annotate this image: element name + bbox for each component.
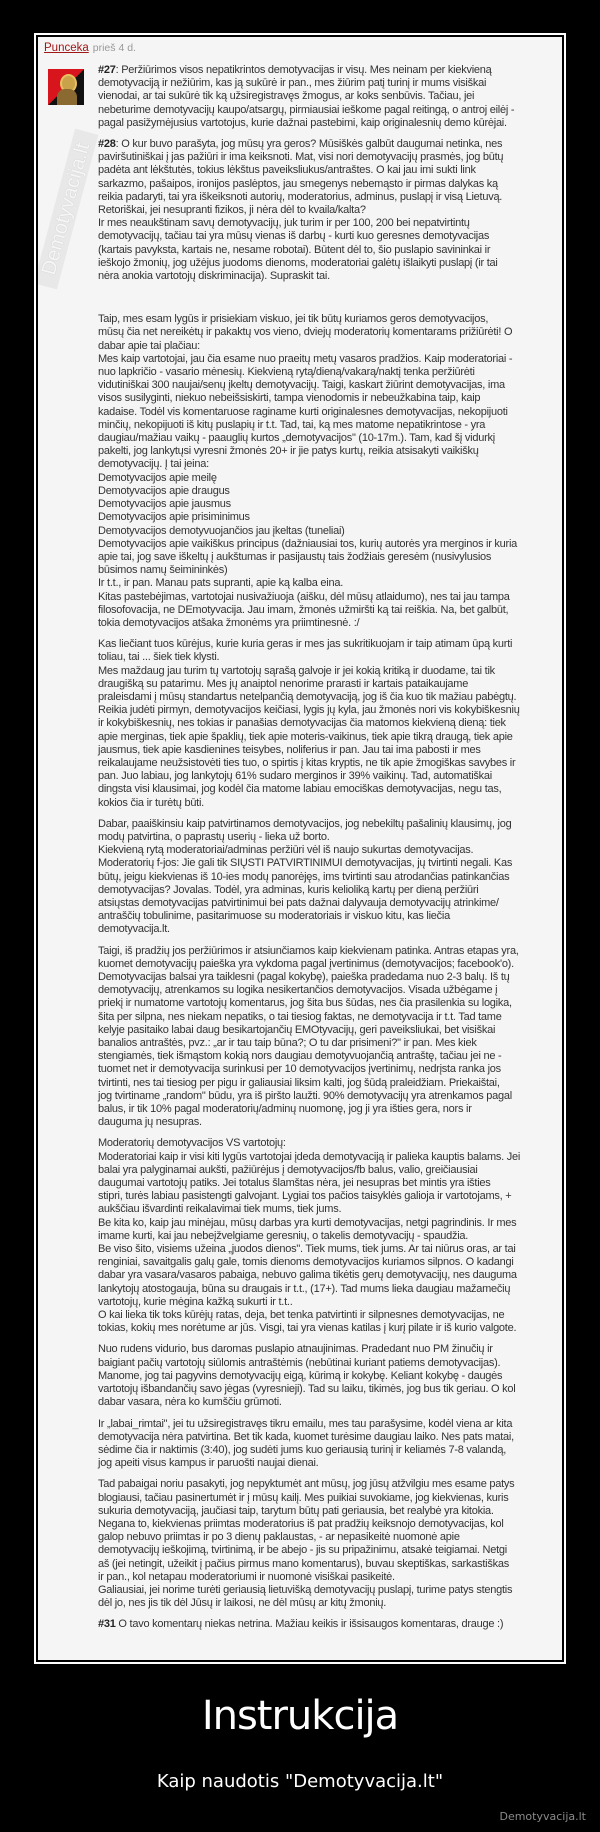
comment-text: vartotojų išbandančių savo jėgas (vyresnieji). Tad su laiku, tikimės, jog bus tik geriau. O kol bbox=[98, 1383, 516, 1396]
poster-subtitle: Kaip naudotis "Demotyvacija.lt" bbox=[156, 1771, 444, 1792]
comment-line bbox=[98, 313, 560, 326]
comment-number: #28 bbox=[98, 138, 116, 151]
comment-line bbox=[98, 731, 560, 744]
comment-text: (kartais pavyksta, kartais ne, nesame robotai). Būtent dėl to, šio puslapio savininkai ir bbox=[98, 243, 491, 256]
comment-line bbox=[98, 665, 560, 678]
comment-text: apie tai, jog save iškeltų į aukštumas ir pasijaustų tais žodžiais geresėm (nusivylusios bbox=[98, 550, 492, 563]
comment-text: tvirtinti, nes tai tiesiog per pigu ir galiausiai liksim kalti, jog šūdą praleidžiam. Priekaištai, bbox=[98, 1076, 500, 1089]
comment-line bbox=[98, 1243, 560, 1256]
comment-line bbox=[98, 783, 560, 796]
comment-text: praleisdami į mūsų standartus netelpančią demotyvaciją, jog iš čia kuo tik mažiau pabėgtų. bbox=[98, 690, 517, 703]
comment-text: vienodai, ar tai sukūrė tik ką užsiregistravęs žmogus, ar koks senbūvis. Tačiau, jei bbox=[98, 90, 475, 103]
comment-line bbox=[98, 818, 560, 831]
author-link[interactable]: Punceka bbox=[44, 42, 89, 54]
comment-line bbox=[98, 1618, 560, 1631]
comment-line bbox=[98, 525, 560, 538]
comment-text: ieškojo žmonių, jog užėjus juodoms dienoms, moderatoriai galėtų išlaikyti puslapį (ir tai bbox=[98, 256, 498, 269]
comment-text: balus, ir tik 10% pagal moderatorių/adminų nuomonę, jog ji yra išties gera, nors ir bbox=[98, 1103, 472, 1116]
comment-text: reikia padaryti, tai yra iškeiksnoti autorių, moderatorius, adminus, puslapį ir visą Lietuvą. bbox=[98, 190, 503, 203]
comment-line bbox=[98, 831, 560, 844]
comment-number: #31 bbox=[98, 1618, 116, 1631]
comment-line bbox=[98, 432, 560, 445]
comment-text: imame kurti, kai jau nebeįžvelgiame geresnių, o takelis demotyvacijų - spaudžia. bbox=[98, 1229, 469, 1242]
comment-line bbox=[98, 204, 560, 217]
comment-line bbox=[98, 230, 560, 243]
comment-line bbox=[98, 538, 560, 551]
comment-line bbox=[98, 366, 560, 379]
comment-text: ir kokybiškesnių, nes tokias ir panašias demotyvacijas čia matomos kiekvieną dieną: tiek bbox=[98, 717, 506, 730]
comment-text: demotyvacijų, tačiau tai yra mūsų vienas iš darbų - kurti kuo geresnes demotyvacijas bbox=[98, 230, 490, 243]
comment-line bbox=[98, 270, 560, 283]
comment-text: kuomet demotyvacijų paieška yra vykdoma pagal įvertinimus (demotyvacijos; facebook'o). bbox=[98, 957, 514, 970]
comment-time: prieš 4 d. bbox=[92, 42, 136, 54]
comment-text: būtų, jeigu kiekvienas iš 10-ies modų panorėjęs, ims tvirtinti sau atrodančias patinkančias bbox=[98, 870, 510, 883]
comment-line bbox=[98, 353, 560, 366]
comment-text: Mes maždaug jau turim tų vartotojų sąrašą galvoje ir jei kokią kritiką ir duodame, tai tik bbox=[98, 664, 495, 677]
comment-line bbox=[98, 392, 560, 405]
comment-line bbox=[98, 678, 560, 691]
comment-line bbox=[98, 511, 560, 524]
comment-line bbox=[98, 1505, 560, 1518]
comment-text: Taip, mes esam lygūs ir prisiekiam viskuo, jei tik būtų kuriamos geros demotyvacijos, bbox=[98, 313, 489, 326]
comment-line bbox=[98, 617, 560, 630]
comment-text: lankytojų atostogauja, būna su draugais ir t.t., (17+). Tad mums lieka daugiau mažamečių bbox=[98, 1282, 511, 1295]
comment-text: dėl jo, nes jis tik dėl Jūsų ir laikosi, ne dėl mūsų ar kitų žmonių. bbox=[98, 1597, 387, 1610]
comment-text: demotyvacija nėra patvirtina. Bet tik kada, kuomet turėsime daugiau laiko. Nes pats matai, bbox=[98, 1430, 514, 1443]
comment-text: pakelti, jog lankytųsi vyresni žmonės 20+ ir jie patys kurtų, reikia atsisakyti vaikiškų bbox=[98, 445, 479, 458]
comment-paragraph bbox=[98, 1478, 560, 1610]
comment-line bbox=[98, 1518, 560, 1531]
poster-frame bbox=[34, 33, 566, 1664]
comment-text: modų patvirtina, o paprastų userių - lieka už borto. bbox=[98, 830, 330, 843]
comment-text: būsimos namų šeimininkės) bbox=[98, 564, 228, 577]
comment-line bbox=[98, 1544, 560, 1557]
comment-text: toliau, tai ... šiek tiek klysti. bbox=[98, 651, 220, 664]
comment-line bbox=[98, 1177, 560, 1190]
comment-text: Nuo rudens vidurio, bus daromas puslapio atnaujinimas. Pradedant nuo PM žinučių ir bbox=[98, 1343, 493, 1356]
comment-text: stengiamės, tiek išmąstom kokią nors daugiau demotyvuojančią antraštę, tačiau jei ne - bbox=[98, 1050, 502, 1063]
comment-text: O kai lieka tik toks kūrėjų ratas, deja, bet tenka patvirtinti ir silpnesnes demotyvacijas, ne bbox=[98, 1309, 505, 1322]
comment-text: Taigi, iš pradžių jos peržiūrimos ir atsiunčiamos kaip kiekvienam patinka. Antras etapas yra, bbox=[98, 944, 519, 957]
comment-text: Negana to, kiekvienas priimtas moderatorius iš pat pradžių keiksnojo demotyvacijas, kol bbox=[98, 1517, 504, 1530]
comment-line bbox=[98, 419, 560, 432]
comment-text: : O kur buvo parašyta, jog mūsų yra geros? Mūsiškės galbūt daugumai netinka, nes bbox=[115, 138, 503, 151]
comment-text: Kas liečiant tuos kūrėjus, kurie kuria geras ir mes jas sukritikuojam ir taip atimam ūpą kurti bbox=[98, 638, 513, 651]
comment-line bbox=[98, 217, 560, 230]
comment-line bbox=[98, 1531, 560, 1544]
comment-line bbox=[98, 1103, 560, 1116]
comment-line bbox=[98, 797, 560, 810]
comment-line bbox=[98, 1050, 560, 1063]
comment-line bbox=[98, 117, 560, 130]
comment-line bbox=[98, 1151, 560, 1164]
comment-text: ir pan., kol netapau moderatoriumi ir nuomonė visiškai pasikeitė. bbox=[98, 1570, 395, 1583]
comment-line bbox=[98, 984, 560, 997]
comment-line bbox=[98, 945, 560, 958]
comment-screenshot bbox=[38, 37, 562, 1660]
comment-line bbox=[98, 704, 560, 717]
comment-line bbox=[98, 1558, 560, 1571]
comment-line bbox=[98, 638, 560, 651]
comment-line bbox=[98, 691, 560, 704]
comment-text: tuomet net ir demotyvacija surinkusi per 10 demotyvacijos įvertinimų, nedrįsta ranka jos bbox=[98, 1063, 501, 1076]
comment-text: : Peržiūrimos visos nepatikrintos demotyvacijas ir visų. Mes neinam per kiekvieną bbox=[115, 64, 492, 76]
comment-line bbox=[98, 1444, 560, 1457]
comment-text: dabar apie tai plačiau: bbox=[98, 339, 200, 352]
comment-text: vidutiniškai 300 naujai/senų įkeltų demotyvacijų. Taigi, kaskart žiūrint demotyvacijas, ima bbox=[98, 379, 505, 392]
comment-text: Retoriškai, jei nesupranti fizikos, ji nėra dėl to kvaila/kalta? bbox=[98, 204, 366, 217]
comment-paragraph bbox=[98, 64, 560, 130]
comment-text: demotyvaciją ir nežiūrim, kas ją sukūrė ir pan., mes žiūrim patį turinį ir mums visiškai bbox=[98, 77, 487, 90]
comment-line bbox=[98, 1457, 560, 1470]
comment-text: demotyvacija.lt. bbox=[98, 923, 170, 936]
comment-line bbox=[98, 164, 560, 177]
comment-line bbox=[98, 1164, 560, 1177]
comment-line bbox=[98, 757, 560, 770]
comment-text: daugumai vartotojų patiks. Jei totalus šlamštas nėra, jei nesupras bet mintis yra išties bbox=[98, 1177, 491, 1190]
comment-line bbox=[98, 997, 560, 1010]
comment-line bbox=[98, 104, 560, 117]
comment-line bbox=[98, 138, 560, 151]
comment-line bbox=[98, 1077, 560, 1090]
comment-paragraph bbox=[98, 1418, 560, 1471]
comment-text: demotyvacijų ieškojimą, tvirtinimą, ir be abejo - jis su pripažinimu, atsakė teigiamai. Netgi bbox=[98, 1544, 507, 1557]
comment-line bbox=[98, 178, 560, 191]
comment-header bbox=[44, 42, 136, 54]
comment-paragraph bbox=[98, 313, 560, 630]
comment-line bbox=[98, 1230, 560, 1243]
comment-text: Demotyvacijos demotyvuojančios jau įkeltas (tuneliai) bbox=[98, 524, 345, 537]
comment-text: Manome, jog tai pagyvins demotyvacijų eigą, kūrimą ir kokybę. Keliant kokybę - daugės bbox=[98, 1369, 503, 1382]
comment-text: Demotyvacijos apie meilę bbox=[98, 471, 217, 484]
comment-line bbox=[98, 1383, 560, 1396]
comment-text: daugiau/mažiau vaikų - paauglių kurtos „demotyvacijos" (10-17m.). Tam, kad šį vidurkį bbox=[98, 432, 495, 445]
comment-text: aukščiau išvardinti reikalavimai tiek mums, tiek jums. bbox=[98, 1203, 342, 1216]
avatar[interactable] bbox=[48, 69, 84, 105]
comment-line bbox=[98, 1584, 560, 1597]
comment-line bbox=[98, 498, 560, 511]
comment-text: paviršutiniškai į jas pažiūri ir ima keiksnoti. Mat, visi nori demotyvacijų prasmės, jog būtų bbox=[98, 151, 504, 164]
comment-line bbox=[98, 1269, 560, 1282]
comment-text: kadaise. Todėl vis komentaruose raginame kurti originalesnes demotyvacijas, nekopijuoti bbox=[98, 405, 508, 418]
comment-text: visos susilyginti, niekuo nebeišsiskirti, tampa vienodomis ir nebeužkabina taip, kaip bbox=[98, 392, 481, 405]
comment-text: blogiausi, tačiau pasinertumėt ir į mūsų kailį. Mes puikiai suvokiame, jog kiekvienas, kuris bbox=[98, 1491, 509, 1504]
comment-text: Reikia judėti pirmyn, demotyvacijos keičiasi, lygis jų kyla, jau žmonės nori vis kokybiškesnių bbox=[98, 704, 520, 717]
comment-line bbox=[98, 604, 560, 617]
comment-line bbox=[98, 923, 560, 936]
comment-text: tokia demotyvacijos atšaka žmonėms yra priimtinesnė. :/ bbox=[98, 616, 360, 629]
comment-text: demotyvacijų. Į tai įeina: bbox=[98, 458, 209, 471]
comment-line bbox=[98, 1357, 560, 1370]
comment-paragraph bbox=[98, 638, 560, 810]
comment-line bbox=[98, 1137, 560, 1150]
comment-text: Demotyvacijos apie draugus bbox=[98, 484, 230, 497]
comment-line bbox=[98, 151, 560, 164]
watermark: Demotyvacija.lt bbox=[38, 129, 98, 290]
comment-line bbox=[98, 551, 560, 564]
comment-text: filosofovacija, ne DEmotyvacija. Jau imam, žmonės užmiršti ką tai reiškia. Na, bet galbūt, bbox=[98, 603, 509, 616]
comment-text: tokias, kokių mes norėtume ar jūs. Visgi, tai yra vienas katilas į kurį pilate ir iš kurio valgote. bbox=[98, 1322, 517, 1335]
comment-line bbox=[98, 1418, 560, 1431]
comment-line bbox=[98, 1431, 560, 1444]
comment-text: pan. Juo labiau, jog lankytojų 61% sudaro merginos ir 39% vaikinų. Tad, automatiškai bbox=[98, 770, 492, 783]
poster-title: Instrukcija bbox=[201, 1693, 399, 1739]
comment-text: pagal pasižymėjusius vartotojus, kurie dažnai pastebimi, kaip originalesnių demo kūrėjai. bbox=[98, 116, 507, 129]
comment-line bbox=[98, 1090, 560, 1103]
comment-text: nebeturime demotyvacijų kaupo/atsargų, pirmiausiai ieškome pagal reitingą, o antroj eilėj - bbox=[98, 103, 515, 116]
comment-text: dingsta visi klausimai, jog kodėl čia matome labiau emociškas demotyvacijas, negu tas, bbox=[98, 783, 502, 796]
comment-line bbox=[98, 1597, 560, 1610]
comment-text: minčių, nekopijuoti iš kitų puslapių ir t.t. Tad, tai, ką mes matome nepatikrintose - yra bbox=[98, 418, 486, 431]
comment-line bbox=[98, 257, 560, 270]
comment-text: sarkazmo, pašaipos, ironijos paslėptos, jau smegenys nebemąsto ir pirmas dalykas ką bbox=[98, 177, 498, 190]
comment-paragraph bbox=[98, 945, 560, 1130]
comment-text: Moderatoriai kaip ir visi kiti lygūs vartotojai įdeda demotyvaciją ir palieka kauptis balams. Jei bbox=[98, 1150, 521, 1163]
comment-line bbox=[98, 326, 560, 339]
comment-text: kokios čia ir turėtų būti. bbox=[98, 796, 204, 809]
comment-text: galop nebuvo priimtas ir po 3 dienų paklaustas, - ar nepasikeitė nuomonė apie bbox=[98, 1531, 460, 1544]
site-credit: Demotyvacija.lt bbox=[499, 1810, 586, 1823]
comment-line bbox=[98, 910, 560, 923]
comment-line bbox=[98, 1203, 560, 1216]
comment-text: priekį ir numatome vartotojų komentarus, jog šita bus šūdas, nes čia prasilenkia su logika, bbox=[98, 997, 512, 1010]
comment-line bbox=[98, 1322, 560, 1335]
comment-text: vartotojų, kurie mėgina kažką sukurti ir t.t.. bbox=[98, 1295, 293, 1308]
comment-line bbox=[98, 1116, 560, 1129]
comment-text: apie merginas, tiek apie špaklių, tiek apie moteris-vaikinus, tiek apie tikrą draugą, tiek apie bbox=[98, 730, 513, 743]
comment-line bbox=[98, 1370, 560, 1383]
comment-paragraph bbox=[98, 1343, 560, 1409]
comment-paragraph bbox=[98, 138, 560, 283]
comment-text: dabar vasara, nėra ko kumščiu grūmoti. bbox=[98, 1396, 282, 1409]
comment-line bbox=[98, 1024, 560, 1037]
comment-line bbox=[98, 1309, 560, 1322]
comment-text: šita per silpna, nes niekam nepatiks, o tai tiesiog faktas, ne demotyvacija ir t.t. Tad tame bbox=[98, 1010, 502, 1023]
comment-text: antraščių tobulinime, pasitarimuose su moderatoriais ir viskuo kitu, kas liečia bbox=[98, 910, 450, 923]
comment-line bbox=[98, 191, 560, 204]
comment-text: draugišką su patarimu. Mes jų anaiptol nenorime prarasti ir kartais pataikaujame bbox=[98, 677, 469, 690]
comment-line bbox=[98, 591, 560, 604]
comment-text: O tavo komentarų niekas netrina. Mažiau keikis ir išsisaugos komentaras, drauge :) bbox=[115, 1618, 504, 1631]
comment-text: jausmus, tiek apie kasdienines teisybes, noliferius ir pan. Jau tai ima pabosti ir mes bbox=[98, 743, 481, 756]
comment-line bbox=[98, 1011, 560, 1024]
comment-line bbox=[98, 871, 560, 884]
comment-text: Kitas pastebėjimas, vartotojai nusivažiuoja (aišku, dėl mūsų atlaidumo), nes tai jau tampa bbox=[98, 590, 510, 603]
comment-text: sukuria demotyvaciją, jaučiasi taip, tarytum būtų pati geriausia, bet realybė yra kitokia. bbox=[98, 1504, 494, 1517]
comment-line bbox=[98, 770, 560, 783]
comment-line bbox=[98, 472, 560, 485]
comment-line bbox=[98, 577, 560, 590]
comment-line bbox=[98, 1343, 560, 1356]
comment-text: Demotyvacijas balsai yra taiklesni (pagal kokybę), paieška pradedama nuo 2-3 balų. Iš tų bbox=[98, 971, 510, 983]
comment-text: padėta ant lėkštutės, tokius lėkštus paveiksliukus/antraštes. O kai jau imi sukti link bbox=[98, 164, 476, 177]
comment-line bbox=[98, 897, 560, 910]
comment-text: Moderatorių f-jos: Jie gali tik SIŲSTI PATVIRTINIMUI demotyvacijas, jų tvirtinti negali. Kas bbox=[98, 857, 513, 870]
comment-text: sėdime čia ir naktimis (3:40), jog sudėti jums kuo geriausią turinį ir keliamės 7-8 valandą, bbox=[98, 1443, 507, 1456]
comment-text: banalios antraštės, pvz.: „ar ir tau taip būna?; O tu dar prisimeni?" ir pan. Mes kiek bbox=[98, 1037, 477, 1050]
comment-text: aš (jei netingit, užeikit į pačius pirmus mano komentarus), buvau skeptiškas, sarkastiškas bbox=[98, 1557, 509, 1570]
comment-paragraph bbox=[98, 1137, 560, 1335]
comment-line bbox=[98, 1190, 560, 1203]
comment-text: Demotyvacijos apie jausmus bbox=[98, 498, 231, 511]
comment-line bbox=[98, 1296, 560, 1309]
comment-line bbox=[98, 884, 560, 897]
comment-line bbox=[98, 744, 560, 757]
comment-text: stipri, turės labiau pasistengti galvojant. Lygiai tos pačios taisyklės galioja ir vartotojams, + bbox=[98, 1190, 512, 1203]
comment-text: dauguma jų nesupras. bbox=[98, 1116, 202, 1129]
comment-line bbox=[98, 1063, 560, 1076]
comment-paragraph bbox=[98, 1618, 560, 1631]
avatar-body-icon bbox=[57, 89, 77, 105]
comment-line bbox=[98, 651, 560, 664]
comment-text: atsiųstas demotyvacijas patvirtinimui bei pats dažnai dalyvauja demotyvacijų atrinkime/ bbox=[98, 896, 499, 909]
comment-line bbox=[98, 1492, 560, 1505]
comment-line bbox=[98, 1396, 560, 1409]
comment-line bbox=[98, 1217, 560, 1230]
comment-line bbox=[98, 1256, 560, 1269]
comment-line bbox=[98, 244, 560, 257]
comment-line bbox=[98, 1037, 560, 1050]
comment-text: reikalaujame neužsistovėti ties tuo, o spirtis į kitas kryptis, ne tik apie žmogiškas savybes ir bbox=[98, 756, 516, 769]
comment-body bbox=[98, 64, 560, 1640]
comment-text: mūsų čia net nereikėtų ir pakaktų vos vieno, dviejų moderatorių komentarams prižiūrėti! O bbox=[98, 326, 513, 339]
comment-line bbox=[98, 64, 560, 77]
comment-text: Ir mes neaukštinam savų demotyvacijų, juk turim ir per 100, 200 bei nepatvirtintų bbox=[98, 217, 470, 230]
comment-text: Dabar, paaiškinsiu kaip patvirtinamos demotyvacijos, jog nebekiltų pašalinių klausimų, jog bbox=[98, 817, 512, 830]
comment-text: Mes kaip vartotojai, jau čia esame nuo praeitų metų vasaros pradžios. Kaip moderatoriai - bbox=[98, 352, 513, 365]
comment-paragraph bbox=[98, 818, 560, 937]
comment-text: Galiausiai, jei norime turėti geriausią lietuvišką demotyvacijų puslapį, turime patys stengtis bbox=[98, 1583, 513, 1596]
comment-line bbox=[98, 485, 560, 498]
comment-line bbox=[98, 340, 560, 353]
comment-text: dabar yra vasara/vasaros pabaiga, nebuvo galima tikėtis gerų demotyvacijų, nes dauguma bbox=[98, 1269, 517, 1282]
comment-text: demotyvacijas? Jovalas. Todėl, yra adminas, kuris kelioliką kartų per dieną peržiūri bbox=[98, 883, 479, 896]
comment-line bbox=[98, 445, 560, 458]
comment-line bbox=[98, 406, 560, 419]
comment-text: renginiai, savaitgalis galų gale, tomis dienoms demotyvacijos kuriamos silpnos. O kadangi bbox=[98, 1256, 514, 1269]
comment-line bbox=[98, 1478, 560, 1491]
comment-line bbox=[98, 77, 560, 90]
comment-line bbox=[98, 379, 560, 392]
comment-text: Be viso šito, visiems užeina „juodos dienos". Tiek mums, tiek jums. Ar tai niūrus oras, ar tai bbox=[98, 1243, 516, 1256]
comment-text: demotyvacijų, atrenkamos su logika nesikertančios demotyvacijos. Visada užbėgame į bbox=[98, 984, 498, 997]
comment-line bbox=[98, 717, 560, 730]
comment-text: Be kita ko, kaip jau minėjau, mūsų darbas yra kurti demotyvacijas, netgi pagrindinis. Ir mes bbox=[98, 1216, 517, 1229]
comment-text: Tad pabaigai noriu pasakyti, jog nepyktumėt ant mūsų, jog jūsų atžvilgiu mes esame patys bbox=[98, 1478, 515, 1491]
comment-text: kelyje pasitaiko labai daug besikartojančių EMOtyvacijų, geri paveiksliukai, bet visiškai bbox=[98, 1023, 496, 1036]
comment-text: balai yra palyginamai aukšti, pažiūrėjus į demotyvacijos/fb balus, valio, greičiausiai bbox=[98, 1163, 478, 1176]
comment-text: jog tvirtiname „random" būdu, yra iš piršto laužti. 90% demotyvacijų yra atrenkamos pagal bbox=[98, 1089, 512, 1102]
comment-line bbox=[98, 1283, 560, 1296]
comment-text: jog apeiti visus kampus ir paruošti naujai dienai. bbox=[98, 1457, 319, 1470]
comment-line bbox=[98, 564, 560, 577]
comment-text: nuo lapkričio - vasario mėnesių. Kiekvieną rytą/dieną/vakarą/naktį tenka peržiūrėti bbox=[98, 366, 475, 379]
comment-text: nėra anokia vartotojų diskriminacija). Supraskit tai. bbox=[98, 270, 330, 283]
comment-text: Demotyvacijos apie vaikiškus principus (dažniausiai tos, kurių autorės yra merginos ir kuria bbox=[98, 537, 518, 550]
comment-line bbox=[98, 971, 560, 984]
comment-text: Ir „labai_rimtai", jei tu užsiregistravęs tikru emailu, mes tau parašysime, kodėl viena ar kita bbox=[98, 1417, 513, 1430]
comment-text: baigiant pačių vartotojų siūlomis antraštėmis (nebūtinai kuriant patiems demotyvacijas). bbox=[98, 1356, 501, 1369]
comment-line bbox=[98, 1571, 560, 1584]
comment-text: Demotyvacijos apie prisiminimus bbox=[98, 511, 250, 524]
comment-line bbox=[98, 958, 560, 971]
comment-text: Kiekvieną rytą moderatoriai/adminas peržiūri vėl iš naujo sukurtas demotyvacijas. bbox=[98, 844, 474, 857]
comment-line bbox=[98, 844, 560, 857]
comment-line bbox=[98, 90, 560, 103]
comment-line bbox=[98, 857, 560, 870]
comment-text: Moderatorių demotyvacijos VS vartotojų: bbox=[98, 1137, 286, 1150]
comment-number: #27 bbox=[98, 64, 116, 76]
comment-text: Ir t.t., ir pan. Manau pats supranti, apie ką kalba eina. bbox=[98, 577, 344, 590]
comment-line bbox=[98, 458, 560, 471]
